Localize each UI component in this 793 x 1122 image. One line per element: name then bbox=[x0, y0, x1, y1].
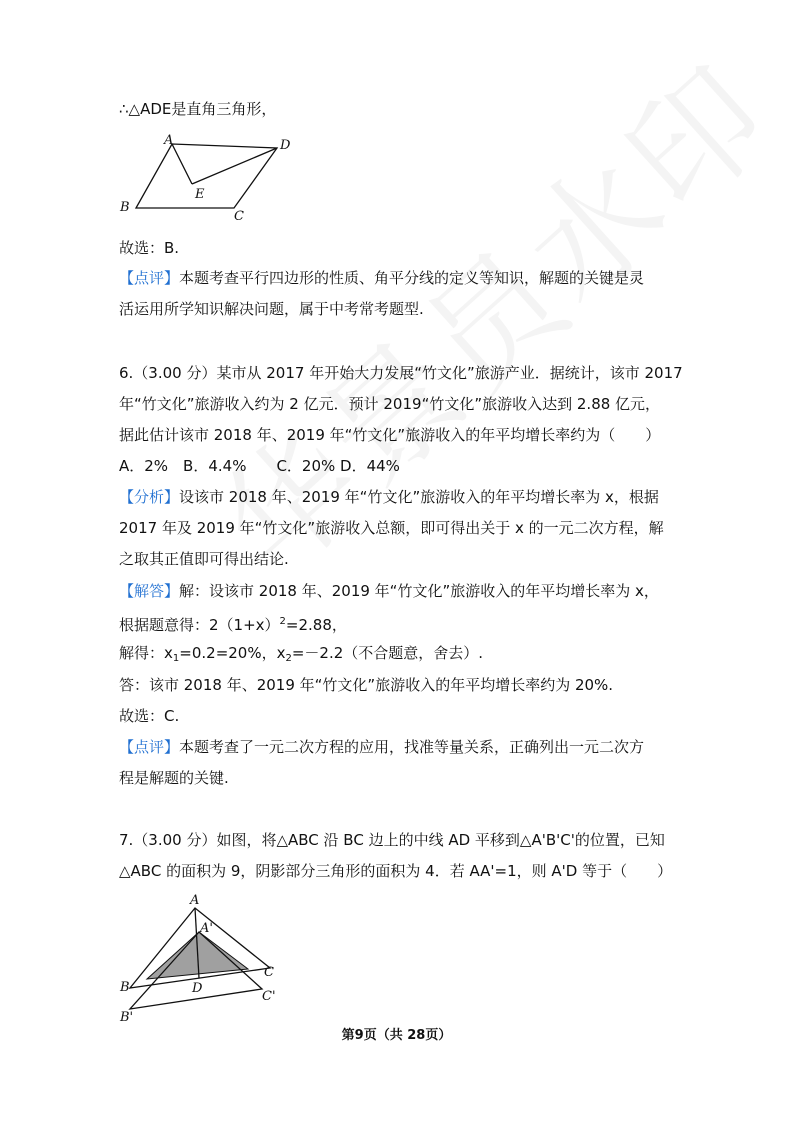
parallelogram-figure bbox=[112, 132, 302, 222]
label-d: D bbox=[192, 981, 203, 996]
comment-tag: 【点评】 bbox=[119, 269, 180, 287]
q7-line-1: 7.（3.00 分）如图，将△ABC 沿 BC 边上的中线 AD 平移到△A'B'C'的位置，已知 bbox=[119, 831, 665, 849]
q6-line-3: 据此估计该市 2018 年、2019 年“竹文化”旅游收入的年平均增长率约为（ ） bbox=[119, 426, 661, 444]
comment-text: 本题考查平行四边形的性质、角平分线的定义等知识，解题的关键是灵 bbox=[179, 269, 645, 287]
triangle-figure bbox=[110, 890, 310, 1030]
analysis-text-2: 2017 年及 2019 年“竹文化”旅游收入总额，即可得出关于 x 的一元二次方程，解 bbox=[119, 519, 664, 537]
label-e: E bbox=[195, 187, 205, 202]
label-b: B bbox=[120, 980, 130, 995]
analysis-tag: 【分析】 bbox=[119, 488, 180, 506]
solution-tag: 【解答】 bbox=[119, 582, 180, 600]
label-a-prime: A' bbox=[200, 921, 213, 936]
label-d: D bbox=[280, 138, 291, 153]
answer-b: 故选：B. bbox=[119, 239, 180, 257]
page-footer: 第9页（共 28页） bbox=[341, 1028, 452, 1043]
q6-options: A．2% B．4.4% C．20% D．44% bbox=[119, 457, 400, 475]
solution-roots: 解得：$x_1=0.2=20\%$，$x_2=-2.2$（不合题意，舍去）. bbox=[119, 644, 484, 664]
label-a: A bbox=[190, 893, 200, 908]
analysis-text-3: 之取其正值即可得出结论. bbox=[119, 550, 289, 568]
label-a: A bbox=[164, 133, 174, 148]
label-b-prime: B' bbox=[120, 1010, 134, 1025]
comment-text-4: 程是解题的关键. bbox=[119, 769, 229, 787]
comment-tag-2: 【点评】 bbox=[119, 738, 180, 756]
q6-line-1: 6.（3.00 分）某市从 2017 年开始大力发展“竹文化”旅游产业．据统计，该市 2017 bbox=[119, 364, 683, 382]
analysis-text-1: 设该市 2018 年、2019 年“竹文化”旅游收入的年平均增长率为 x，根据 bbox=[179, 488, 659, 506]
solution-text-1: 解：设该市 2018 年、2019 年“竹文化”旅游收入的年平均增长率为 x， bbox=[179, 582, 659, 600]
comment-text-3: 本题考查了一元二次方程的应用，找准等量关系，正确列出一元二次方 bbox=[179, 738, 645, 756]
answer-c: 故选：C. bbox=[119, 707, 180, 725]
q7-line-2: △ABC 的面积为 9，阴影部分三角形的面积为 4．若 AA'=1，则 A'D 等于（ ） bbox=[119, 862, 673, 880]
label-c: C bbox=[234, 209, 244, 222]
label-c: C bbox=[264, 965, 274, 980]
comment-text-2: 活运用所学知识解决问题，属于中考常考题型. bbox=[119, 300, 424, 318]
conclusion-line: ∴△ADE是直角三角形， bbox=[119, 100, 277, 118]
solution-answer: 答：该市 2018 年、2019 年“竹文化”旅游收入的年平均增长率约为 20%. bbox=[119, 676, 614, 694]
solution-equation: 根据题意得：$2(1+x)^2=2.88$， bbox=[119, 616, 347, 634]
label-b: B bbox=[120, 200, 130, 215]
label-c-prime: C' bbox=[262, 989, 276, 1004]
q6-line-2: 年“竹文化”旅游收入约为 2 亿元．预计 2019“竹文化”旅游收入达到 2.88 亿元， bbox=[119, 395, 661, 413]
